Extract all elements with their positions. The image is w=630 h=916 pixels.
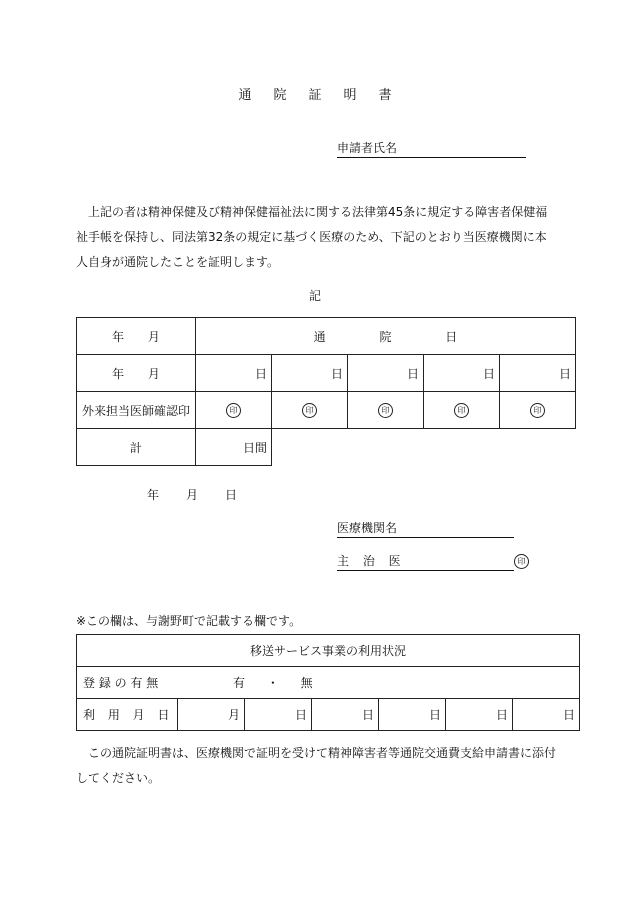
seal-cell[interactable] bbox=[196, 392, 272, 429]
visit-day-cell[interactable]: 日 bbox=[500, 355, 576, 392]
doctor-seal-icon: 印 bbox=[514, 554, 529, 569]
seal-icon: 印 bbox=[302, 403, 317, 418]
usage-day-cell[interactable]: 日 bbox=[513, 699, 580, 731]
usage-label: 利 用 月 日 bbox=[83, 708, 170, 722]
header-visit-days: 通 院 日 bbox=[196, 318, 576, 355]
ki-heading: 記 bbox=[308, 289, 321, 303]
usage-day-cell[interactable]: 日 bbox=[245, 699, 312, 731]
registration-row bbox=[77, 667, 580, 699]
seal-icon: 印 bbox=[454, 403, 469, 418]
header-year-month: 年 月 bbox=[77, 318, 196, 355]
visit-days-row bbox=[77, 355, 576, 392]
issue-date-line bbox=[147, 486, 237, 503]
footer-text: この通院証明書は、医療機関で証明を受けて精神障害者等通院交通費支給申請書に添付してください。 bbox=[76, 746, 557, 785]
doctor-label: 主 治 医 bbox=[337, 554, 401, 568]
registration-options[interactable]: 有 ・ 無 bbox=[233, 676, 313, 690]
visit-day-cell[interactable]: 日 bbox=[196, 355, 272, 392]
registration-label: 登 録 の 有 無 bbox=[83, 676, 159, 690]
visit-day-cell[interactable]: 日 bbox=[272, 355, 348, 392]
transport-header: 移送サービス事業の利用状況 bbox=[77, 635, 580, 667]
date-month-unit: 月 bbox=[185, 488, 198, 502]
total-label: 計 bbox=[77, 429, 196, 466]
seal-icon: 印 bbox=[226, 403, 241, 418]
visit-day-cell[interactable]: 日 bbox=[348, 355, 424, 392]
registration-cell[interactable] bbox=[77, 667, 580, 699]
office-use-note: ※この欄は、与謝野町で記載する欄です。 bbox=[76, 614, 302, 628]
visit-table-header-row bbox=[77, 318, 576, 355]
total-row bbox=[77, 429, 576, 466]
seal-cell[interactable] bbox=[348, 392, 424, 429]
institution-label: 医療機関名 bbox=[337, 521, 398, 535]
date-year-unit: 年 bbox=[147, 488, 160, 502]
usage-dates-row bbox=[77, 699, 580, 731]
seal-row-label: 外来担当医師確認印 bbox=[77, 392, 196, 429]
doctor-seal-row bbox=[77, 392, 576, 429]
seal-icon: 印 bbox=[530, 403, 545, 418]
usage-day-cell[interactable]: 日 bbox=[312, 699, 379, 731]
transport-header-row bbox=[77, 635, 580, 667]
footer-instruction bbox=[76, 741, 556, 791]
seal-icon: 印 bbox=[378, 403, 393, 418]
transport-service-table bbox=[76, 634, 580, 731]
date-day-unit: 日 bbox=[224, 488, 237, 502]
seal-cell[interactable] bbox=[424, 392, 500, 429]
total-days-cell[interactable]: 日間 bbox=[196, 429, 272, 466]
institution-name-field[interactable] bbox=[337, 522, 514, 538]
applicant-name-label: 申請者氏名 bbox=[337, 141, 398, 155]
certification-paragraph bbox=[76, 200, 556, 275]
visit-day-cell[interactable]: 日 bbox=[424, 355, 500, 392]
visit-table bbox=[76, 317, 576, 466]
usage-month-cell[interactable]: 月 bbox=[178, 699, 245, 731]
usage-label-cell bbox=[77, 699, 178, 731]
seal-cell[interactable] bbox=[500, 392, 576, 429]
document-title: 通院証明書 bbox=[238, 88, 414, 103]
row-year-month-label: 年 月 bbox=[77, 355, 196, 392]
certification-text: 上記の者は精神保健及び精神保健福祉法に関する法律第45条に規定する障害者保健福祉手帳を保持し、同法第32条の規定に基づく医療のため、下記のとおり当医療機関に本人自身が通院したことを証明します。 bbox=[76, 205, 548, 269]
attending-doctor-field[interactable] bbox=[337, 555, 514, 571]
seal-cell[interactable] bbox=[272, 392, 348, 429]
usage-day-cell[interactable]: 日 bbox=[446, 699, 513, 731]
applicant-name-field[interactable] bbox=[337, 142, 526, 158]
usage-day-cell[interactable]: 日 bbox=[379, 699, 446, 731]
